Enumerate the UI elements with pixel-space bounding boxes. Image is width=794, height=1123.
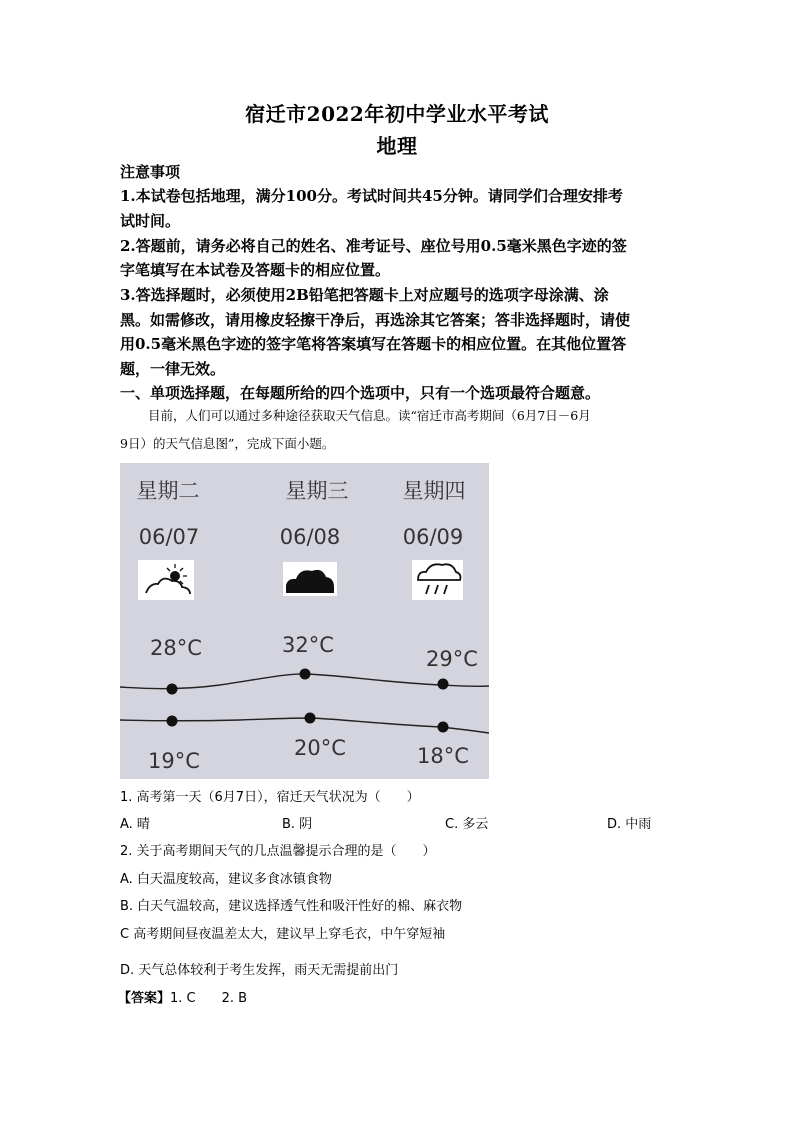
notes-heading: 注意事项 — [120, 163, 181, 181]
question-intro: 目前，人们可以通过多种途径获取天气信息。读“宿迁市高考期间（6月7日－6月 — [148, 408, 591, 423]
low-temp-point — [305, 713, 316, 724]
notes-line: 试时间。 — [120, 212, 181, 230]
question-2-option: C 高考期间昼夜温差太大，建议早上穿毛衣，中午穿短袖 — [120, 927, 446, 942]
low-temp-point — [167, 716, 178, 727]
exam-title: 宿迁市2022年初中学业水平考试 — [245, 102, 549, 126]
question-1-option: A. 晴 — [120, 817, 150, 832]
answer-line — [118, 990, 247, 1008]
question-2-stem: 2. 关于高考期间天气的几点温馨提示合理的是（ ） — [120, 844, 436, 859]
notes-line: 用0.5毫米黑色字迹的签字笔将答案填写在答题卡的相应位置。在其他位置答 — [120, 335, 627, 353]
weather-svg — [120, 463, 489, 779]
question-1-option: D. 中雨 — [607, 817, 652, 832]
weekday-label: 星期三 — [285, 479, 349, 503]
question-2-option: B. 白天气温较高，建议选择透气性和吸汗性好的棉、麻衣物 — [120, 899, 463, 914]
low-temp-point — [438, 722, 449, 733]
weekday-label: 星期四 — [402, 479, 466, 503]
answer-label: 【答案】 — [118, 991, 171, 1006]
high-temp-label: 29°C — [426, 647, 478, 671]
question-intro: 9日）的天气信息图”，完成下面小题。 — [120, 436, 335, 451]
answer-value: 1. C 2. B — [170, 991, 248, 1006]
high-temp-label: 32°C — [282, 633, 334, 657]
date-label: 06/09 — [402, 525, 464, 549]
high-temp-point — [438, 679, 449, 690]
cloud-icon — [283, 562, 337, 596]
rain-cloud-icon — [412, 560, 463, 600]
high-temp-label: 28°C — [150, 636, 202, 660]
question-1-option: C. 多云 — [445, 817, 489, 832]
question-2-option: D. 天气总体较利于考生发挥，雨天无需提前出门 — [120, 963, 399, 978]
low-temp-label: 18°C — [417, 744, 469, 768]
exam-subject: 地理 — [376, 134, 418, 158]
notes-line: 字笔填写在本试卷及答题卡的相应位置。 — [120, 261, 391, 279]
section-heading: 一、单项选择题，在每题所给的四个选项中，只有一个选项最符合题意。 — [120, 384, 601, 402]
low-temp-label: 20°C — [294, 736, 346, 760]
notes-line: 题，一律无效。 — [120, 360, 226, 378]
notes-line: 3.答选择题时，必须使用2B铅笔把答题卡上对应题号的选项字母涂满、涂 — [120, 286, 609, 304]
weekday-label: 星期二 — [136, 479, 200, 503]
low-temp-label: 19°C — [148, 749, 200, 773]
question-2-option: A. 白天温度较高，建议多食冰镇食物 — [120, 872, 332, 887]
date-label: 06/07 — [138, 525, 200, 549]
notes-line: 黑。如需修改，请用橡皮轻擦干净后，再选涂其它答案；答非选择题时，请使 — [120, 311, 631, 329]
notes-line: 1.本试卷包括地理，满分100分。考试时间共45分钟。请同学们合理安排考 — [120, 187, 623, 205]
date-label: 06/08 — [279, 525, 341, 549]
high-temp-point — [300, 669, 311, 680]
question-1-stem: 1. 高考第一天（6月7日），宿迁天气状况为（ ） — [120, 790, 420, 805]
question-1-option: B. 阴 — [282, 817, 313, 832]
notes-line: 2.答题前，请务必将自己的姓名、准考证号、座位号用0.5毫米黑色字迹的签 — [120, 237, 627, 255]
weather-info-graphic — [120, 463, 489, 779]
high-temp-point — [167, 684, 178, 695]
sun-cloud-icon — [138, 560, 194, 600]
